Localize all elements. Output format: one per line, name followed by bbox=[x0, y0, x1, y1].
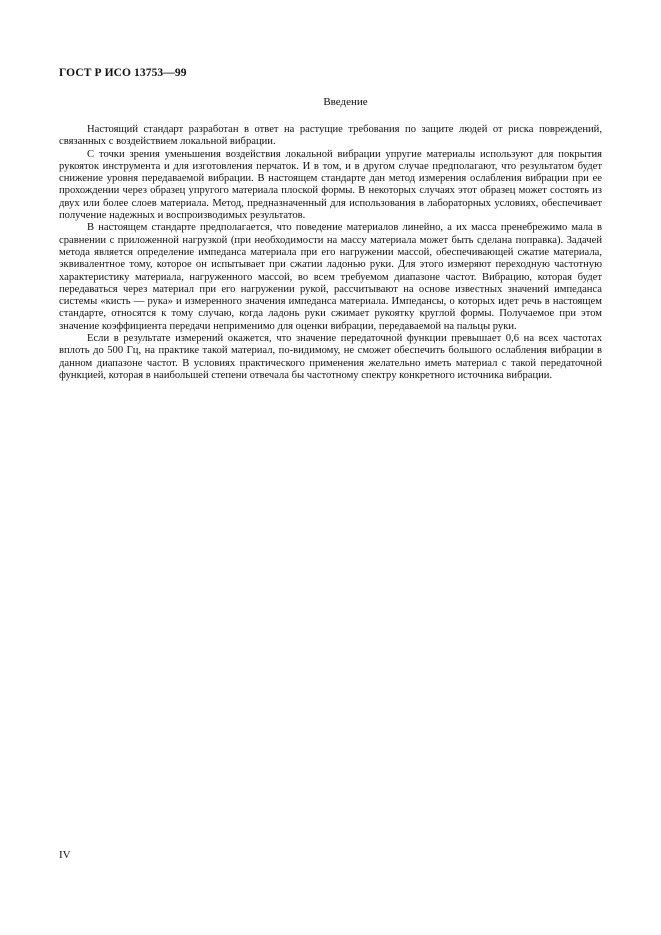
document-body bbox=[59, 124, 602, 382]
section-title: Введение bbox=[323, 96, 368, 108]
document-number: ГОСТ Р ИСО 13753—99 bbox=[59, 67, 187, 79]
paragraph-4: Если в результате измерений окажется, что значение передаточной функции превышает 0,6 на всех частотах вплоть до 500 Гц, на практике такой материал, по-видимому, не сможет обеспечить большого ослабления вибрации в данном диапазоне частот. В условиях практического применения желательно иметь материал с такой передаточной функцией, которая в наибольшей степени отвечала бы частотному спектру конкретного источника вибрации. bbox=[59, 333, 602, 381]
page-number: IV bbox=[59, 849, 71, 861]
paragraph-3: В настоящем стандарте предполагается, что поведение материалов линейно, а их масса пренебрежимо мала в сравнении с приложенной нагрузкой (при необходимости на массу материала может быть сделана поправка). Задачей метода является определение импеданса материала при его нагружении массой, обеспечивающей сжатие материала, эквивалентное тому, которое он испытывает при сжатии ладонью руки. Для этого измеряют переходную частотную характеристику материала, нагруженного массой, во всем требуемом диапазоне частот. Вибрацию, которая будет передаваться через материал при его нагружении рукой, рассчитывают на основе известных значений импеданса системы «кисть — рука» и измеренного значения импеданса материала. Импедансы, о которых идет речь в настоящем стандарте, относятся к тому случаю, когда ладонь руки сжимает рукоятку круглой формы. Получаемое при этом значение коэффициента передачи неприменимо для оценки вибрации, передаваемой на пальцы руки. bbox=[59, 222, 602, 332]
paragraph-2: С точки зрения уменьшения воздействия локальной вибрации упругие материалы используют для покрытия рукояток инструмента и для изготовления перчаток. И в том, и в другом случае предполагают, что результатом будет снижение уровня передаваемой вибрации. В настоящем стандарте дан метод измерения ослабления вибрации при ее прохождении через образец упругого материала плоской формы. В некоторых случаях этот образец может состоять из двух или более слоев материала. Метод, предназначенный для использования в лабораторных условиях, обеспечивает получение надежных и воспроизводимых результатов. bbox=[59, 148, 602, 222]
paragraph-1: Настоящий стандарт разработан в ответ на растущие требования по защите людей от риска повреждений, связанных с воздействием локальной вибрации. bbox=[59, 124, 602, 148]
